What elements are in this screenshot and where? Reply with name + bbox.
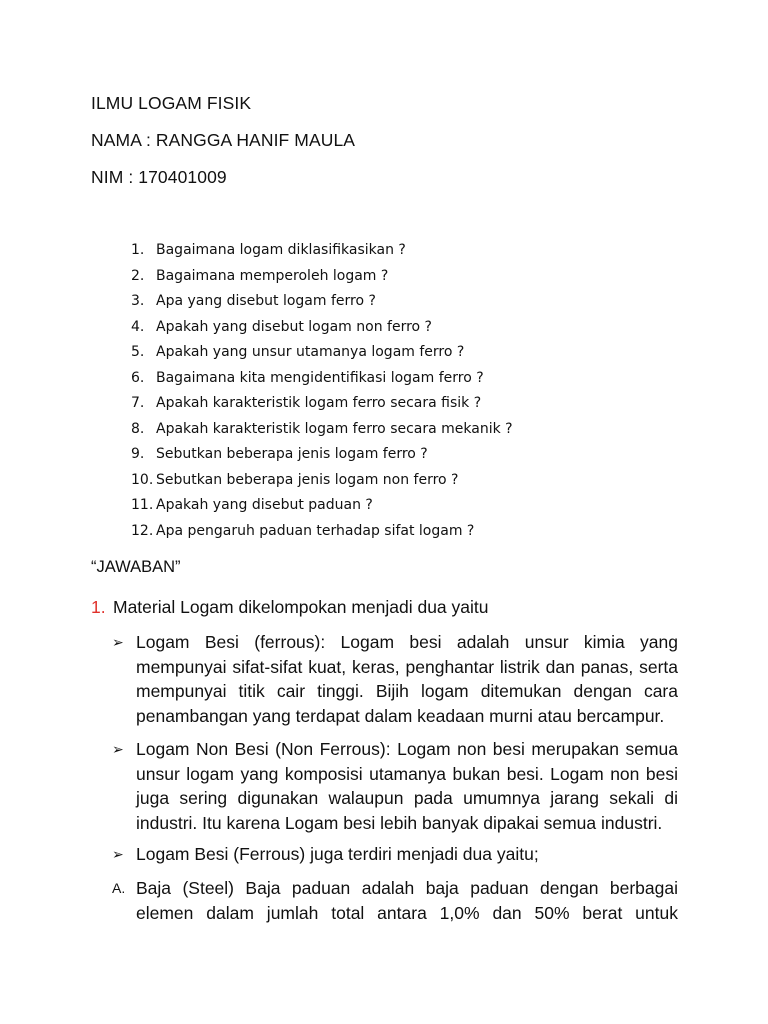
question-text: Apa yang disebut logam ferro ? [156, 293, 376, 309]
bullet-text: Logam Besi (Ferrous) juga terdiri menjadi dua yaitu; [136, 844, 539, 864]
bullet-text: Logam Non Besi (Non Ferrous): Logam non besi merupakan semua unsur logam yang komposisi utamanya bukan besi. Logam non besi juga sering digunakan walaupun pada umumnya jarang sekali di industri. Itu karena Logam besi lebih banyak dipakai semua industri. [136, 739, 678, 833]
arrow-bullet-icon: ➢ [112, 634, 124, 650]
student-nim: NIM : 170401009 [91, 167, 227, 187]
question-number: 2. [131, 267, 145, 284]
bullet-text: Logam Besi (ferrous): Logam besi adalah unsur kimia yang mempunyai sifat-sifat kuat, keras, penghantar listrik dan panas, serta mempunyai titik cair tinggi. Bijih logam ditemukan dengan cara penambangan yang terdapat dalam keadaan murni atau bercampur. [136, 632, 678, 726]
answer-number: 1. [91, 597, 106, 617]
question-text: Sebutkan beberapa jenis logam ferro ? [156, 446, 428, 462]
list-item [131, 366, 513, 392]
sub-item-text: Baja (Steel) Baja paduan adalah baja paduan dengan berbagai elemen dalam jumlah total antara 1,0% dan 50% berat untuk [136, 878, 678, 923]
question-text: Apakah yang unsur utamanya logam ferro ? [156, 344, 465, 360]
question-list [131, 238, 513, 544]
bullet-item-non-ferrous [112, 737, 678, 835]
question-number: 4. [131, 318, 145, 335]
bullet-item-ferrous [112, 630, 678, 728]
list-item [131, 468, 513, 494]
list-item [131, 493, 513, 519]
arrow-bullet-icon: ➢ [112, 741, 124, 757]
question-text: Apakah yang disebut paduan ? [156, 497, 373, 513]
question-number: 3. [131, 293, 145, 309]
answers-heading: “JAWABAN” [91, 558, 181, 576]
question-text: Apa pengaruh paduan terhadap sifat logam ? [156, 522, 475, 539]
sub-item-label: A. [112, 880, 126, 896]
list-item [131, 417, 513, 443]
list-item [131, 315, 513, 341]
list-item [131, 289, 513, 315]
sub-item-a [112, 876, 678, 925]
list-item [131, 442, 513, 468]
list-item [131, 519, 513, 545]
question-text: Apakah karakteristik logam ferro secara mekanik ? [156, 420, 513, 437]
question-number: 9. [131, 446, 145, 462]
answer-text: Material Logam dikelompokan menjadi dua yaitu [113, 597, 489, 617]
bullet-item-ferrous-types [112, 842, 678, 867]
student-name: NAMA : RANGGA HANIF MAULA [91, 130, 356, 150]
arrow-bullet-icon: ➢ [112, 846, 124, 862]
question-text: Bagaimana memperoleh logam ? [156, 267, 389, 284]
question-number: 7. [131, 395, 145, 411]
answer-item-1 [91, 597, 489, 618]
question-number: 8. [131, 420, 145, 437]
list-item [131, 391, 513, 417]
question-text: Bagaimana kita mengidentifikasi logam ferro ? [156, 369, 484, 386]
list-item [131, 238, 513, 264]
question-text: Sebutkan beberapa jenis logam non ferro ? [156, 471, 459, 488]
question-number: 6. [131, 369, 145, 386]
question-number: 10. [131, 471, 154, 488]
question-number: 11. [131, 497, 154, 513]
course-title: ILMU LOGAM FISIK [91, 93, 252, 113]
list-item [131, 264, 513, 290]
question-number: 12. [131, 522, 154, 539]
list-item [131, 340, 513, 366]
question-text: Apakah karakteristik logam ferro secara fisik ? [156, 395, 482, 411]
question-text: Bagaimana logam diklasifikasikan ? [156, 242, 406, 258]
question-number: 5. [131, 344, 145, 360]
question-text: Apakah yang disebut logam non ferro ? [156, 318, 432, 335]
question-number: 1. [131, 242, 145, 258]
